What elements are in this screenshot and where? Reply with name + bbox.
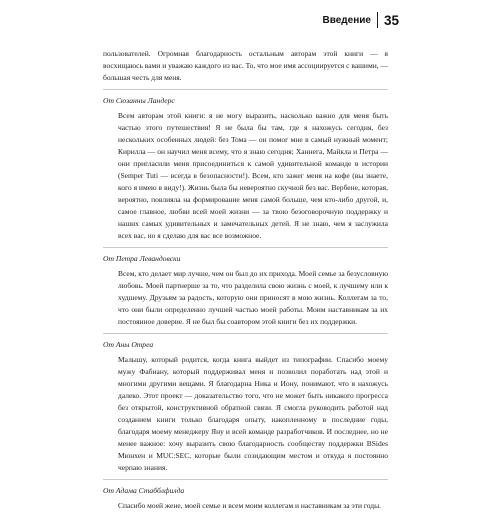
section-text: Всем, кто делает мир лучше, чем он был до их прихода. Моей семье за безусловную любовь. Моей партнерше за то, что разделила свою жизнь с моей, к лучшему или к худшему. Друзьям за радость, которую они приносят в мою жизнь. Коллегам за то, что они были определенно лучшей частью моей работы. Моим наставникам за их постоянное доверие. Я не был бы соавтором этой книги без их поддержки. <box>118 269 388 326</box>
section-text: Спасибо моей жене, моей семье и всем моим коллегам и наставникам за эти годы. <box>118 501 382 510</box>
section-title: Введение <box>322 14 371 26</box>
intro-paragraph: пользователей. Огромная благодарность остальным авторам этой книги — я восхищаюсь вами и уважаю каждого из вас. То, что мое имя ассоциируется с вашими, — большая честь для меня. <box>103 49 388 82</box>
section-attribution: От Петра Левандовски <box>103 254 181 263</box>
section-divider <box>103 479 388 480</box>
section-text: Малышу, который родится, когда книга выйдет из типографии. Спасибо моему мужу Фабиану, который поддерживал меня и позволил поработать над этой и многими другими вещами. Я благодарна Ника и Иону, понимают, что я нахожусь далеко. Этот проект — доказательство того, что не может быть никакого прогресса без открытой, конструктивной обратной связи. Я смогла руководить работой над созданием книги только благодаря опыту, накопленному в последние годы, благодаря моему менеджеру Яну и всей команде разработчиков. И последнее, но не менее важное: хочу выразить свою благодарность сообществу поддержки BSides Мюнхен и MUC:SEC, которые были созидающим местом и откуда я постоянно черпаю знания. <box>118 355 388 472</box>
page-number: 35 <box>383 12 399 28</box>
section-divider <box>103 333 388 334</box>
section-divider <box>103 247 388 248</box>
section-attribution: От Адама Стабблфилда <box>103 486 185 495</box>
running-header <box>323 10 400 30</box>
section-attribution: От Аны Отреа <box>103 340 154 349</box>
section-divider <box>103 89 388 90</box>
page-body <box>103 48 388 512</box>
acknowledgement-section <box>103 479 388 512</box>
acknowledgement-section <box>103 333 388 474</box>
section-text: Всем авторам этой книги: я не могу выразить, насколько важно для меня быть частью этого путешествия! Я не была бы там, где я нахожусь сегодня, без нескольких особенных людей: без Тома — он помог мне в самый нужный момент; Кирилла — он научил меня всему, что я знаю сегодня; Ханнега, Майкла и Петра — они пригласили меня присоединиться к самой удивительной команде в истории (Semper Tuti — всегда в безопасности!). Всем, кто зажег меня на кофе (вы знаете, кого я имею в виду!). Жизнь была бы невероятно скучной без вас. Вербене, которая, вероятно, повлияла на формирование меня самой больше, чем кто-либо другой, и, самое главное, любви всей моей жизни — за твою безоговорочную поддержку и наших самых удивительных и замечательных детей. Я не знаю, чем я заслужила всех вас, но я сделаю для вас все возможное. <box>118 111 388 240</box>
acknowledgement-section <box>103 247 388 328</box>
acknowledgement-section <box>103 89 388 242</box>
section-attribution: От Сюзанны Ландерс <box>103 96 175 105</box>
